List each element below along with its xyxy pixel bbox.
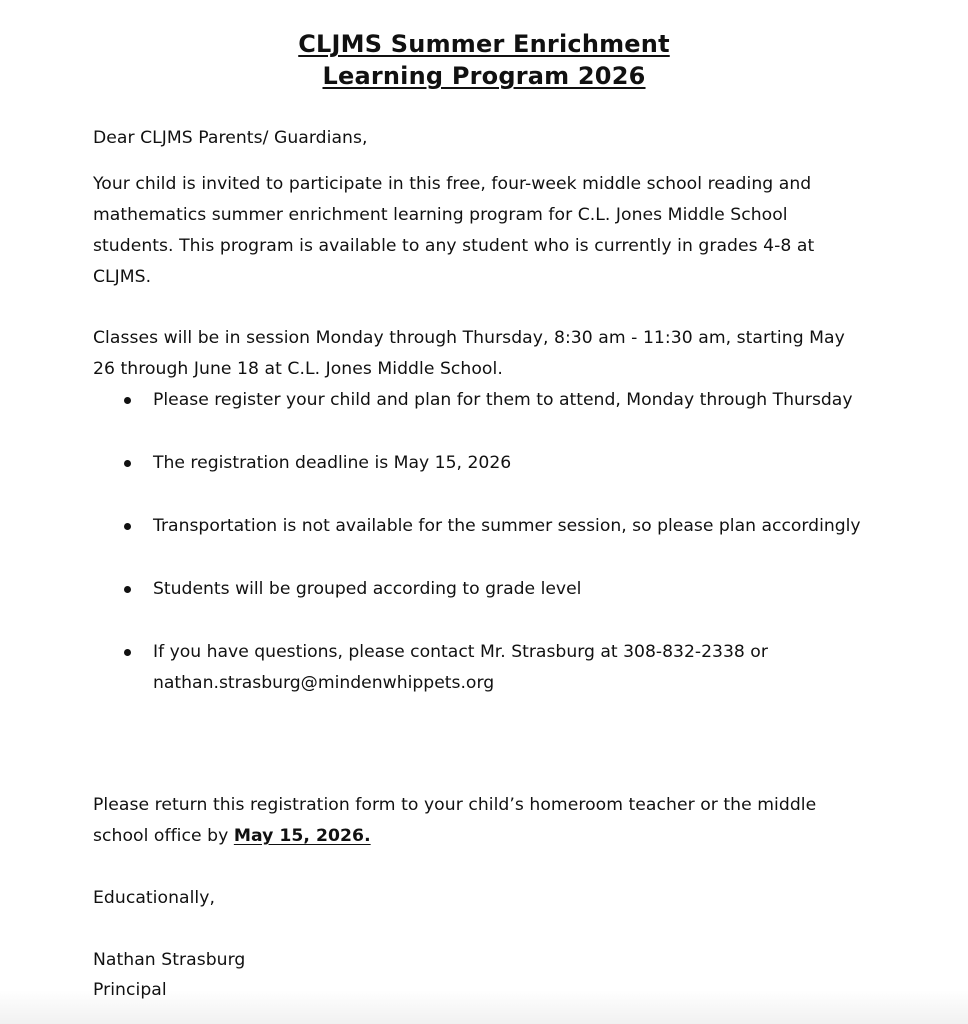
bullet-item (93, 637, 863, 699)
return-instructions (93, 790, 863, 852)
bullet-icon (124, 523, 131, 530)
bullet-item (93, 511, 863, 542)
bullet-item (93, 448, 863, 479)
closing: Educationally, (93, 888, 215, 908)
bullet-icon (124, 397, 131, 404)
schedule-paragraph: Classes will be in session Monday through Thursday, 8:30 am - 11:30 am, starting May 26 through June 18 at C.L. Jones Middle School. (93, 328, 845, 379)
title-line-2: Learning Program 2026 (322, 62, 646, 90)
bullet-text: Students will be grouped according to grade level (153, 579, 582, 599)
signature-name: Nathan Strasburg (93, 950, 246, 970)
info-bullet-list (93, 385, 863, 731)
bullet-item (93, 385, 863, 416)
bullet-item (93, 574, 863, 605)
intro-paragraph: Your child is invited to participate in this free, four-week middle school reading and mathematics summer enrichment learning program for C.L. Jones Middle School students. This program is available to any student who is currently in grades 4-8 at CLJMS. (93, 174, 815, 287)
return-deadline: May 15, 2026. (233, 826, 371, 846)
bullet-text: Please register your child and plan for them to attend, Monday through Thursday (153, 390, 853, 410)
signature-role: Principal (93, 980, 167, 1000)
title-line-1: CLJMS Summer Enrichment (298, 30, 670, 58)
bullet-text: The registration deadline is May 15, 2026 (153, 453, 512, 473)
return-text: Please return this registration form to your child’s homeroom teacher or the middle school office by (93, 795, 817, 846)
document-title (0, 28, 968, 92)
bullet-icon (124, 460, 131, 467)
bullet-text: Transportation is not available for the summer session, so please plan accordingly (153, 516, 861, 536)
bullet-icon (124, 586, 131, 593)
greeting: Dear CLJMS Parents/ Guardians, (93, 128, 368, 148)
bullet-icon (124, 649, 131, 656)
bullet-text: If you have questions, please contact Mr. Strasburg at 308-832-2338 or nathan.strasburg@mindenwhippets.org (153, 642, 768, 693)
